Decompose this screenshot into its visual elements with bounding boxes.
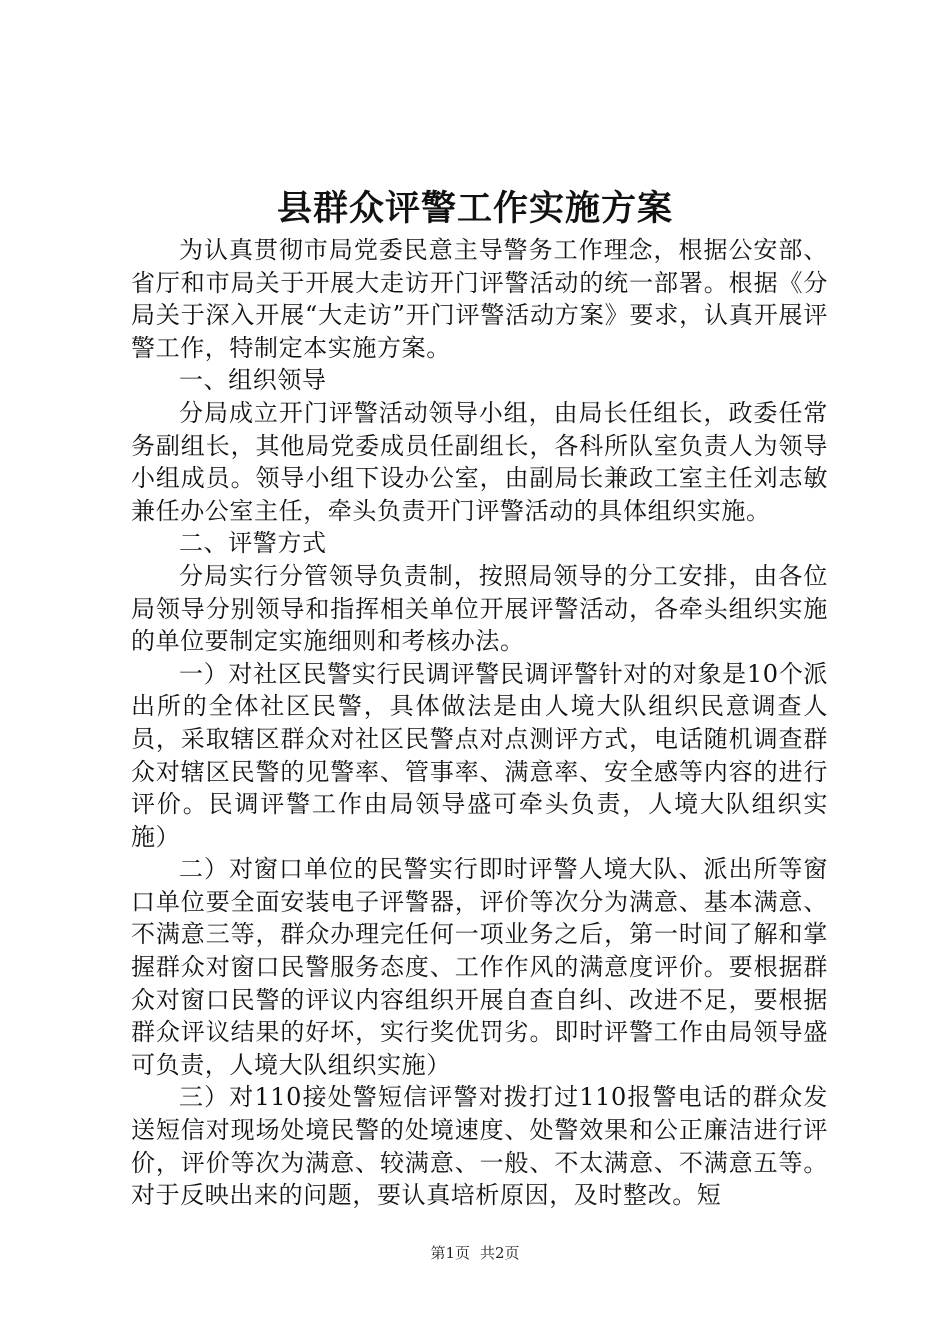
paragraph-intro: 为认真贯彻市局党委民意主导警务工作理念，根据公安部、省厅和市局关于开展大走访开门评警活动的统一部署。根据《分局关于深入开展“大走访”开门评警活动方案》要求，认真开展评警工作，特制定本实施方案。	[131, 236, 828, 362]
section-heading-organization: 一、组织领导	[179, 366, 327, 395]
paragraph-item-3: 三）对110接处警短信评警对拨打过110报警电话的群众发送短信对现场处境民警的处境速度、处警效果和公正廉洁进行评价，评价等次为满意、较满意、一般、不太满意、不满意五等。对于反映出来的问题，要认真培析原因，及时整改。短	[131, 1083, 828, 1210]
page-footer	[0, 1243, 950, 1263]
paragraph-item-1: 一）对社区民警实行民调评警民调评警针对的对象是10个派出所的全体社区民警，具体做法是由人境大队组织民意调查人员，采取辖区群众对社区民警点对点测评方式，电话随机调查群众对辖区民警的见警率、管事率、满意率、安全感等内容的进行评价。民调评警工作由局领导盛可牵头负责，人境大队组织实施）	[131, 659, 828, 851]
document-body	[131, 234, 828, 1212]
page-number-total: 共2页	[480, 1244, 520, 1262]
document-title: 县群众评警工作实施方案	[276, 188, 673, 229]
section-heading-methods: 二、评警方式	[179, 529, 327, 558]
paragraph-item-2: 二）对窗口单位的民警实行即时评警人境大队、派出所等窗口单位要全面安装电子评警器，评价等次分为满意、基本满意、不满意三等，群众办理完任何一项业务之后，第一时间了解和掌握群众对窗口民警服务态度、工作作风的满意度评价。要根据群众对窗口民警的评议内容组织开展自查自纠、改进不足，要根据群众评议结果的好坏，实行奖优罚劣。即时评警工作由局领导盛可负责，人境大队组织实施）	[131, 855, 828, 1079]
paragraph-methods: 分局实行分管领导负责制，按照局领导的分工安排，由各位局领导分别领导和指挥相关单位开展评警活动，各牵头组织实施的单位要制定实施细则和考核办法。	[131, 561, 828, 656]
page-number-current: 第1页	[430, 1244, 470, 1262]
paragraph-organization: 分局成立开门评警活动领导小组，由局长任组长，政委任常务副组长，其他局党委成员任副组长，各科所队室负责人为领导小组成员。领导小组下设办公室，由副局长兼政工室主任刘志敏兼任办公室主任，牵头负责开门评警活动的具体组织实施。	[131, 398, 828, 525]
